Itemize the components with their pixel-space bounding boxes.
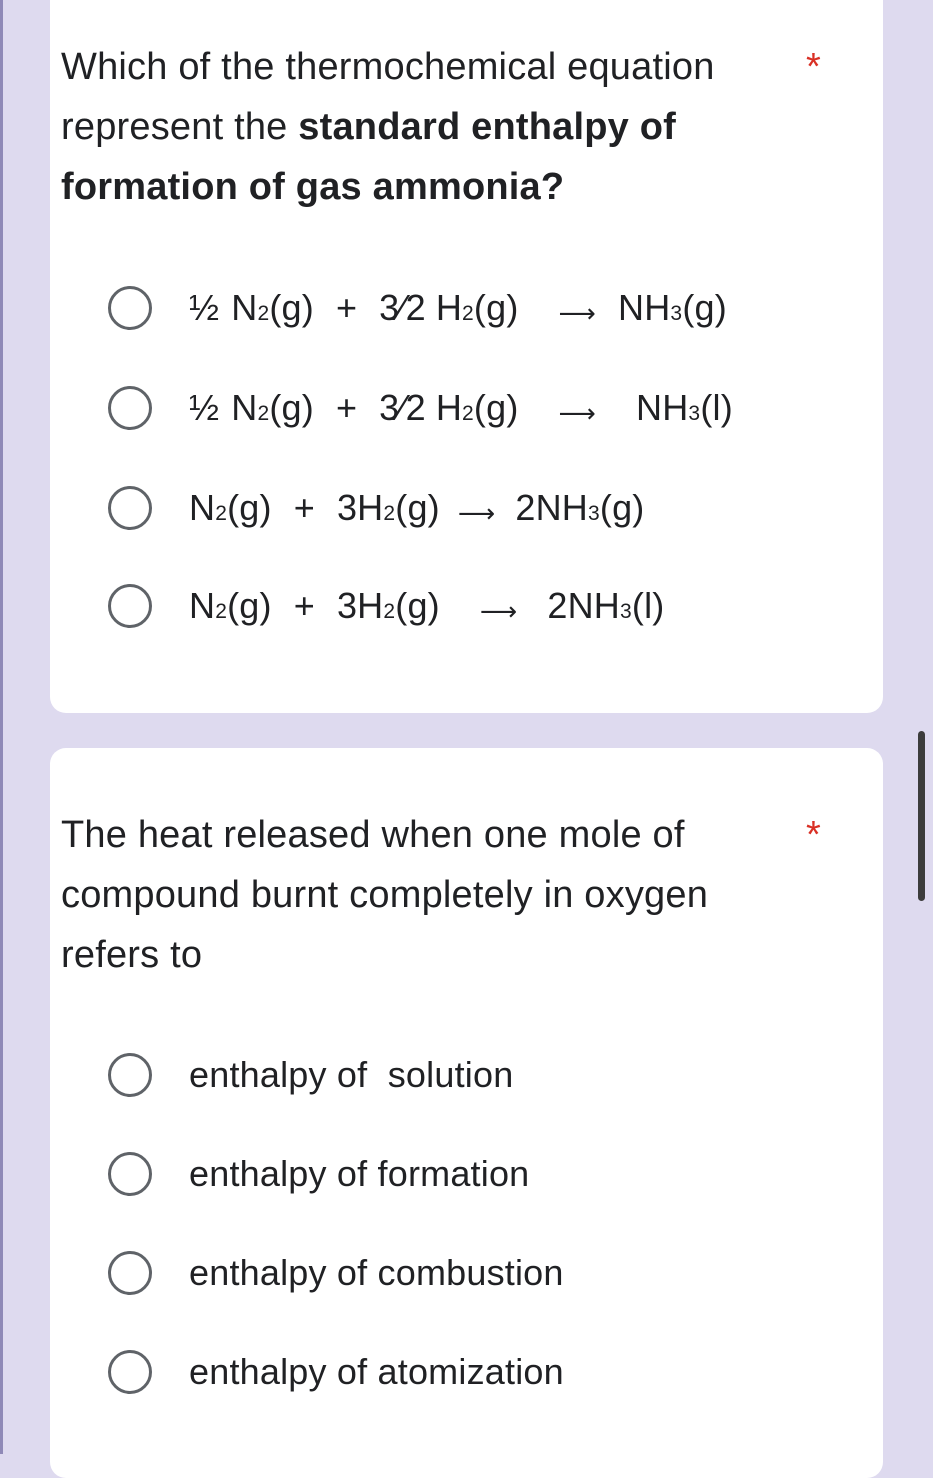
q2-option-3[interactable] <box>108 1243 808 1303</box>
q1-option-3[interactable] <box>108 478 808 538</box>
radio-button[interactable] <box>108 584 152 628</box>
radio-button[interactable] <box>108 386 152 430</box>
q1-option-2-label: ½ N 2 (g) + 3⁄2 H 2 (g) ⟶ NH 3 (l) <box>189 387 733 428</box>
question-2-text: The heat released when one mole of compound burnt completely in oxygen refers to <box>61 814 709 976</box>
required-asterisk-1: * <box>806 46 821 88</box>
q1-option-2[interactable] <box>108 378 808 438</box>
radio-button[interactable] <box>108 1350 152 1394</box>
q2-option-4-label: enthalpy of atomization <box>189 1351 564 1392</box>
q2-option-2[interactable] <box>108 1144 808 1204</box>
q2-option-2-label: enthalpy of formation <box>189 1153 530 1194</box>
question-1-text: Which of the thermochemical equation represent the standard enthalpy of formation of gas ammonia? <box>61 46 715 208</box>
radio-button[interactable] <box>108 1053 152 1097</box>
arrow-icon: ⟶ <box>479 596 518 626</box>
q2-option-1-label: enthalpy of solution <box>189 1054 514 1095</box>
q1-option-4-label: N 2 (g) + 3 H 2 (g) ⟶ 2NH 3 (l) <box>189 585 665 626</box>
q1-option-1[interactable] <box>108 278 808 338</box>
arrow-icon: ⟶ <box>457 498 496 528</box>
q1-option-3-label: N 2 (g) + 3 H 2 (g) ⟶ 2NH 3 (g) <box>189 487 645 528</box>
required-asterisk-2: * <box>806 814 821 856</box>
arrow-icon: ⟶ <box>558 398 597 428</box>
radio-button[interactable] <box>108 1152 152 1196</box>
q2-option-4[interactable] <box>108 1342 808 1402</box>
q2-option-3-label: enthalpy of combustion <box>189 1252 564 1293</box>
arrow-icon: ⟶ <box>558 298 597 328</box>
q1-option-1-label: ½ N 2 (g) + 3⁄2 H 2 (g) ⟶ NH 3 (g) <box>189 287 727 328</box>
left-edge-stripe <box>0 0 3 1454</box>
radio-button[interactable] <box>108 1251 152 1295</box>
q1-option-4[interactable] <box>108 576 808 636</box>
scrollbar-thumb[interactable] <box>918 731 925 901</box>
q2-option-1[interactable] <box>108 1045 808 1105</box>
radio-button[interactable] <box>108 486 152 530</box>
radio-button[interactable] <box>108 286 152 330</box>
